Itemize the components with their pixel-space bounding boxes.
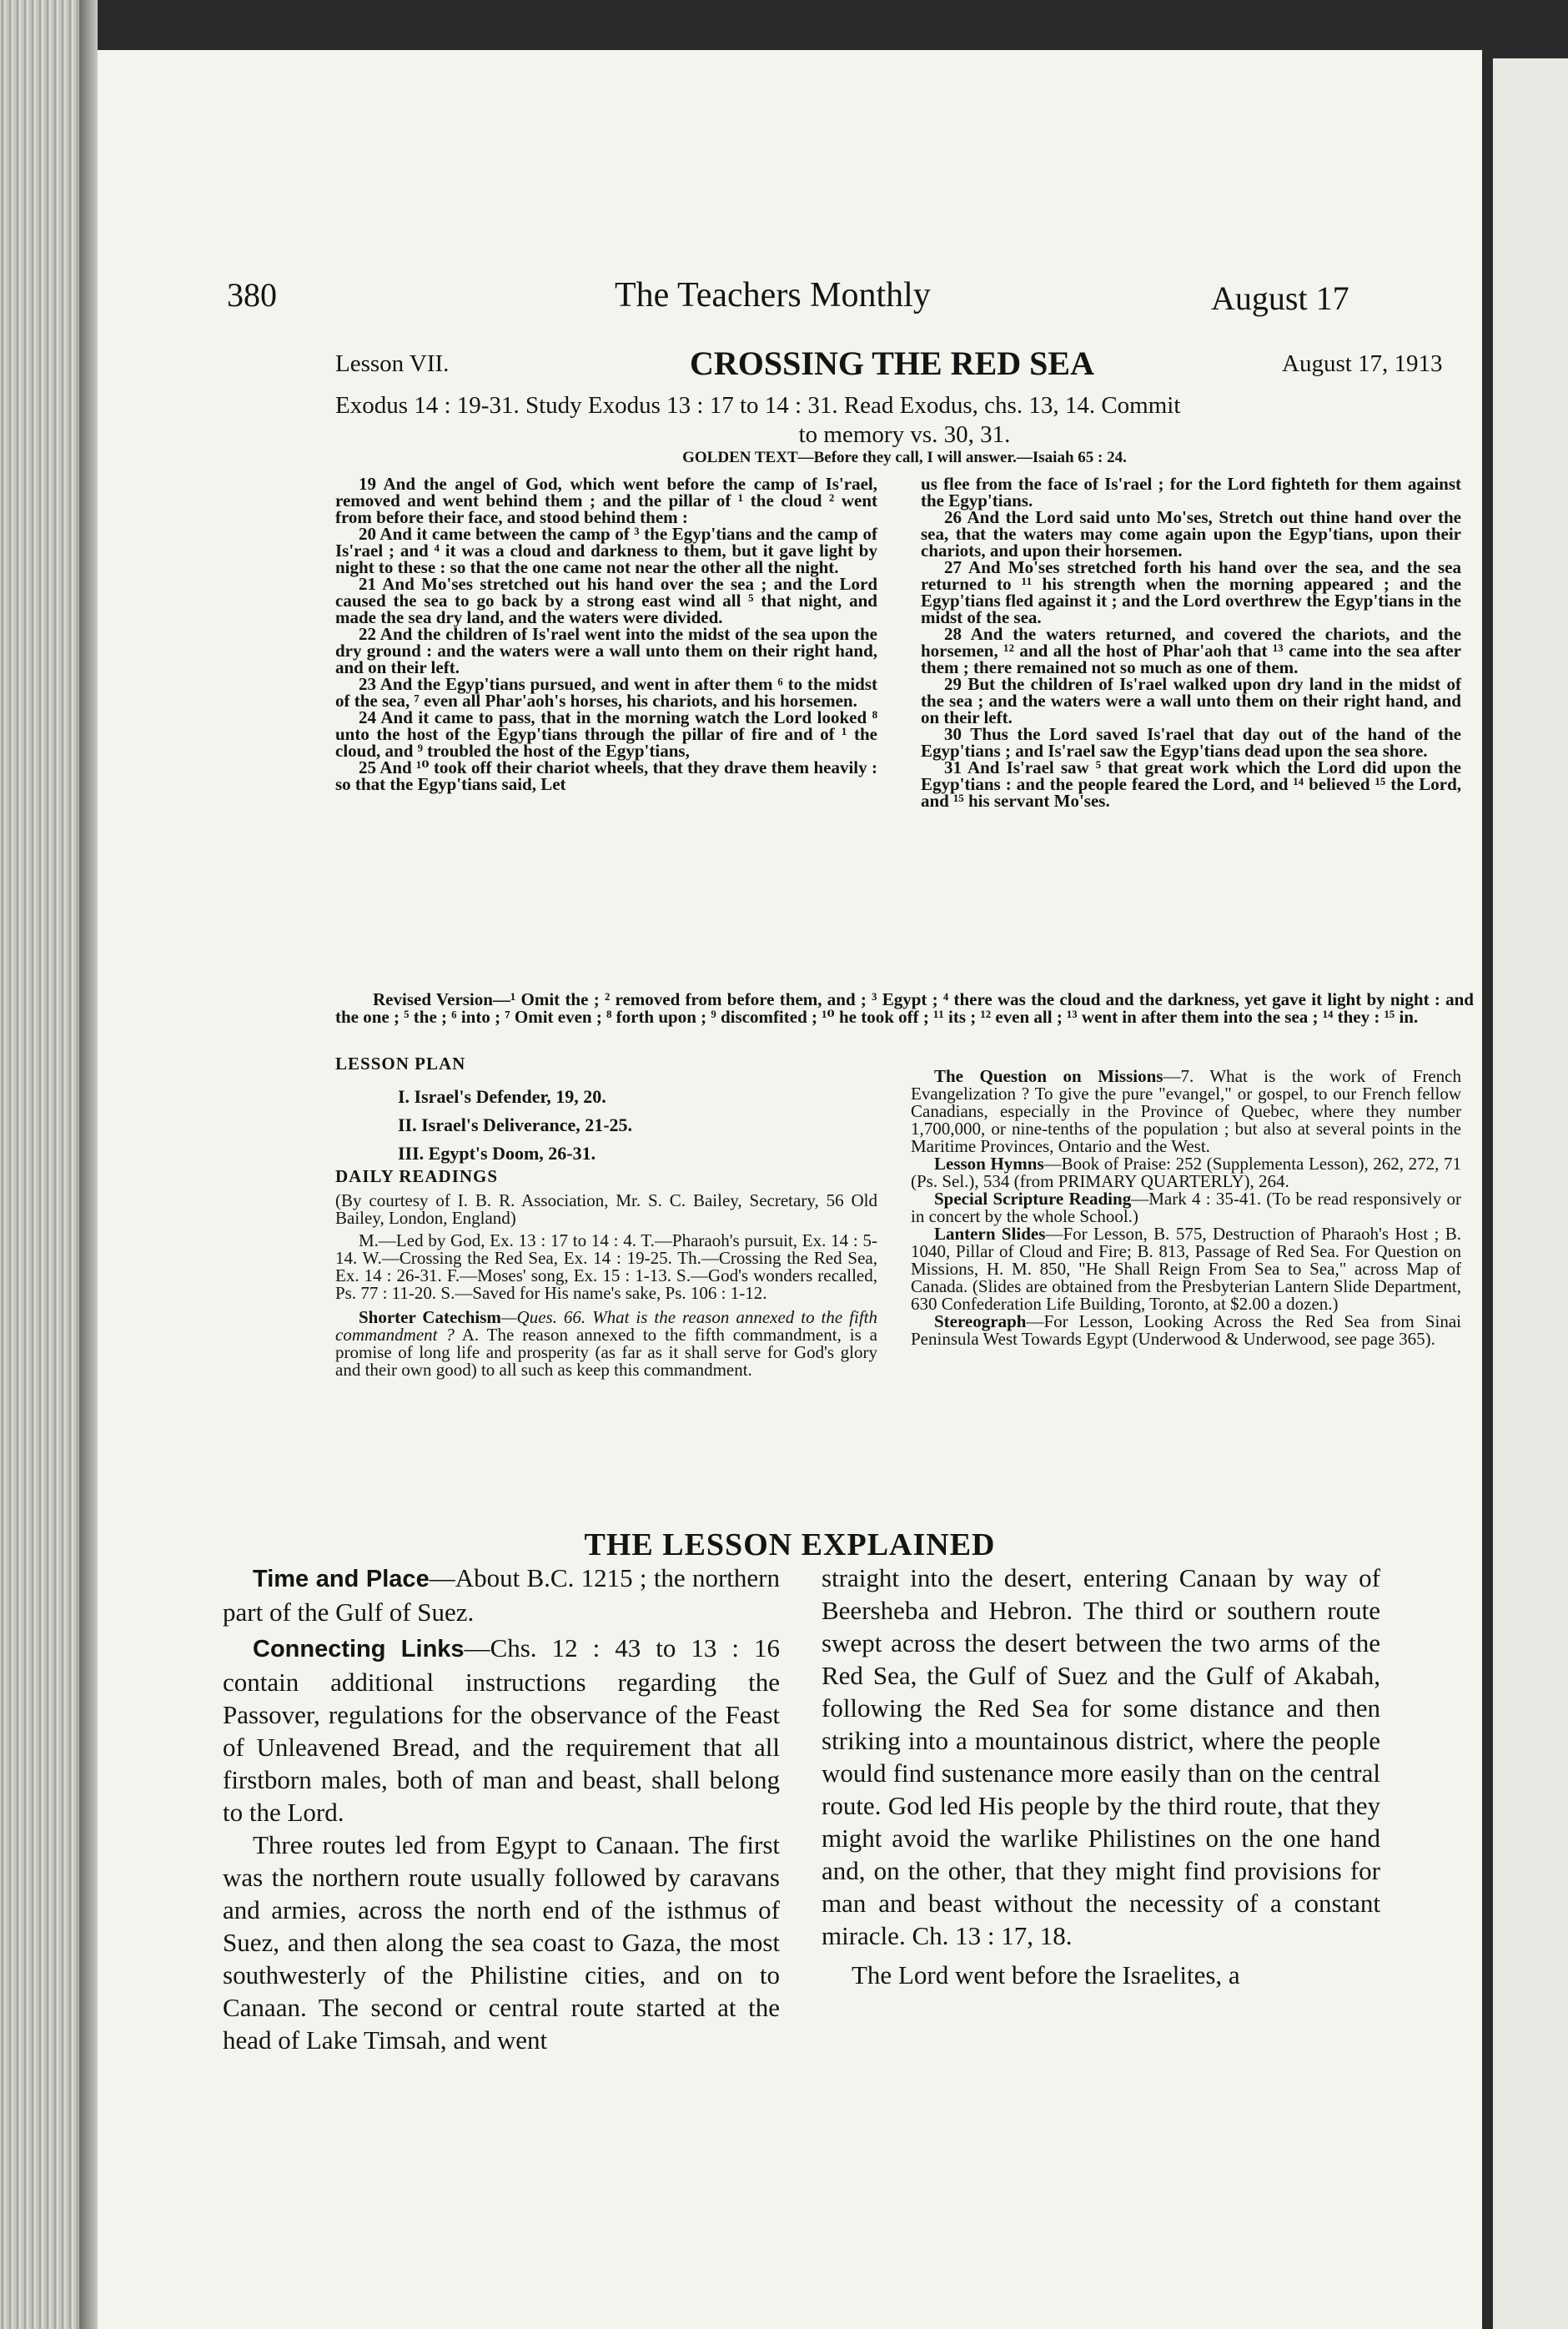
verse: 21 And Mo'ses stretched out his hand over the sea ; and the Lord caused the sea to go back by a strong east wind all ⁵ that night, and made the sea dry land, and the waters were divided. (335, 574, 877, 627)
routes-paragraph: Three routes led from Egypt to Canaan. The first was the northern route usually followed by caravans and armies, across the north end of the isthmus of Suez, and then along the sea coast to Gaza, the most southwesterly of the Philistine cities, and on to Canaan. The second or central route started at the head of Lake Timsah, and went (223, 1830, 780, 2055)
catechism-answer: A. The reason annexed to the fifth commandment, is a promise of long life and prosperity (as far as it shall serve for God's glory and their own good) to all such as keep this commandment. (335, 1325, 877, 1380)
verse: 20 And it came between the camp of ³ the Egyp'tians and the camp of Is'rael ; and ⁴ it was a cloud and darkness to them, but it gave light by night to these : so that the one came not near the other all the night. (335, 524, 877, 577)
book-binding (0, 0, 79, 2329)
memory-verses: to memory vs. 30, 31. (798, 421, 1011, 448)
journal-title: The Teachers Monthly (615, 276, 931, 314)
connecting-links-text: —Chs. 12 : 43 to 13 : 16 contain additional instructions regarding the Passover, regulations for the observance of the Feast of Unleavened Bread, and the requirement that all firstborn males, both of man and beast, shall belong to the Lord. (223, 1633, 780, 1827)
daily-readings-courtesy: (By courtesy of I. B. R. Association, Mr. S. C. Bailey, Secretary, 56 Old Bailey, London, England) (335, 1190, 877, 1228)
verse: 22 And the children of Is'rael went into the midst of the sea upon the dry ground : and the waters were a wall unto them on their right hand, and on their left. (335, 624, 877, 677)
lesson-date: August 17, 1913 (1282, 350, 1443, 377)
stereograph-text: —For Lesson, Looking Across the Red Sea from Sinai Peninsula West Towards Egypt (Underwood & Underwood, see page 365). (911, 1311, 1461, 1349)
shorter-catechism (335, 1309, 877, 1379)
connecting-links (223, 1632, 780, 1828)
routes-paragraph-continued: straight into the desert, entering Canaan by way of Beersheba and Hebron. The third or southern route swept across the desert between the two arms of the Red Sea, the Gulf of Suez and the Gulf of Akabah, following the Red Sea for some distance and then striking into a mountainous district, where the people would find sustenance more easily than on the central route. God led His people by the third route, that they might avoid the warlike Philistines on the one hand and, on the other, that they might find provisions for man and beast without the necessity of a constant miracle. Ch. 13 : 17, 18. (822, 1563, 1380, 1950)
special-reading-label: Special Scripture Reading (934, 1189, 1132, 1209)
lantern-slides-label: Lantern Slides (934, 1224, 1046, 1244)
connecting-links-label: Connecting Links (253, 1636, 465, 1662)
lesson-plan-heading: LESSON PLAN (335, 1054, 466, 1074)
time-and-place-label: Time and Place (253, 1566, 430, 1592)
verse: 27 And Mo'ses stretched forth his hand over the sea, and the sea returned to ¹¹ his strength when the morning appeared ; and the Egyp'tians fled against it ; and the Lord overthrew the Egyp'tians in the midst of the sea. (921, 557, 1461, 627)
lantern-slides (911, 1225, 1461, 1313)
hymns-label: Lesson Hymns (934, 1154, 1044, 1174)
adjacent-page-edge (1493, 58, 1568, 2329)
lantern-slides-text: —For Lesson, B. 575, Destruction of Pharaoh's Host ; B. 1040, Pillar of Cloud and Fire; B. 813, Passage of Red Sea. For Question on Missions, H. M. 850, "He Shall Reign From Sea to Sea," across Map of Canada. (Slides are obtained from the Presbyterian Lantern Slide Department, 630 Confederation Life Building, Toronto, at $2.00 a dozen.) (911, 1224, 1461, 1314)
golden-text: GOLDEN TEXT—Before they call, I will answer.—Isaiah 65 : 24. (682, 449, 1127, 466)
lesson-plan-item: II. Israel's Deliverance, 21-25. (398, 1114, 633, 1135)
explained-left-column (223, 1562, 780, 2056)
verse: 26 And the Lord said unto Mo'ses, Stretch out thine hand over the sea, that the waters may come again upon the Egyp'tians, upon their chariots, and upon their horsemen. (921, 507, 1461, 561)
time-and-place-text: —About B.C. 1215 ; the northern part of the Gulf of Suez. (223, 1563, 780, 1627)
lord-went-before-paragraph: The Lord went before the Israelites, a (852, 1960, 1240, 1989)
special-reading-text: —Mark 4 : 35-41. (To be read responsively or in concert by the whole School.) (911, 1189, 1462, 1226)
special-reading (911, 1190, 1461, 1225)
missions-text: —7. What is the work of French Evangelization ? To give the pure "evangel," or gospel, to our French fellow Canadians, especially in the Province of Quebec, where they number 1,700,000, or nine-tenths of the population ; but also at several points in the Maritime Provinces, Ontario and the West. (911, 1066, 1461, 1156)
lesson-plan-list (398, 1083, 877, 1168)
lesson-plan-item: III. Egypt's Doom, 26-31. (398, 1143, 596, 1164)
missions-question (911, 1068, 1461, 1155)
revised-version-label: Revised Version— (373, 989, 510, 1009)
daily-readings-heading: DAILY READINGS (335, 1166, 499, 1186)
verse: 31 And Is'rael saw ⁵ that great work which the Lord did upon the Egyp'tians : and the people feared the Lord, and ¹⁴ believed ¹⁵ the Lord, and ¹⁵ his servant Mo'ses. (921, 757, 1461, 811)
running-head (98, 225, 1482, 325)
verse: 29 But the children of Is'rael walked upon dry land in the midst of the sea ; and the waters were a wall unto them on their right hand, and on their left. (921, 674, 1461, 727)
hymns-text: —Book of Praise: 252 (Supplementa Lesson), 262, 272, 71 (Ps. Sel.), 534 (from PRIMARY QUARTERLY), 264. (911, 1154, 1462, 1191)
section-title: THE LESSON EXPLAINED (584, 1527, 996, 1562)
verse: us flee from the face of Is'rael ; for the Lord fighteth for them against the Egyp'tians. (921, 474, 1461, 511)
lesson-number: Lesson VII. (335, 350, 450, 377)
issue-date: August 17 (1211, 279, 1349, 317)
verse: 25 And ¹⁰ took off their chariot wheels, that they drave them heavily : so that the Egyp'tians said, Let (335, 757, 877, 794)
lesson-aids-right (911, 1068, 1461, 1348)
lesson-hymns (911, 1155, 1461, 1190)
scripture-left-column (335, 475, 877, 792)
explained-right-column (822, 1562, 1380, 1991)
study-reference: Exodus 14 : 19-31. Study Exodus 13 : 17 to 14 : 31. Read Exodus, chs. 13, 14. Commit (335, 392, 1181, 419)
lesson-aids-left (335, 1055, 877, 1379)
time-and-place (223, 1562, 780, 1628)
scripture-right-column (921, 475, 1461, 809)
lesson-title: CROSSING THE RED SEA (690, 345, 1094, 382)
page-number: 380 (227, 276, 277, 314)
lesson-header (335, 344, 1474, 460)
missions-label: The Question on Missions (934, 1066, 1163, 1086)
lesson-plan-item: I. Israel's Defender, 19, 20. (398, 1086, 606, 1107)
stereograph (911, 1313, 1461, 1348)
verse: 30 Thus the Lord saved Is'rael that day out of the hand of the Egyp'tians ; and Is'rael saw the Egyp'tians dead upon the sea shore. (921, 724, 1461, 761)
verse: 28 And the waters returned, and covered the chariots, and the horsemen, ¹² and all the host of Phar'aoh that ¹³ came into the sea after them ; there remained not so much as one of them. (921, 624, 1461, 677)
verse: 24 And it came to pass, that in the morning watch the Lord looked ⁸ unto the host of the Egyp'tians through the pillar of fire and of ¹ the cloud, and ⁹ troubled the host of the Egyp'tians, (335, 707, 877, 761)
catechism-label: Shorter Catechism (359, 1307, 501, 1327)
verse: 19 And the angel of God, which went before the camp of Is'rael, removed and went behind them ; and the pillar of ¹ the cloud ² went from before their face, and stood behind them : (335, 474, 877, 527)
binding-shadow (79, 0, 98, 2329)
catechism-question: —Ques. 66. What is the reason annexed to the fifth commandment ? (335, 1307, 877, 1345)
stereograph-label: Stereograph (934, 1311, 1027, 1331)
verse: 23 And the Egyp'tians pursued, and went in after them ⁶ to the midst of the sea, ⁷ even all Phar'aoh's horses, his chariots, and his horsemen. (335, 674, 877, 711)
revised-version-text: ¹ Omit the ; ² removed from before them, and ; ³ Egypt ; ⁴ there was the cloud and the darkness, yet gave it light by night : and the one ; ⁵ the ; ⁶ into ; ⁷ Omit even ; ⁸ forth upon ; ⁹ discomfited ; ¹⁰ he took off ; ¹¹ its ; ¹² even all ; ¹³ went in after them into the sea ; ¹⁴ they : ¹⁵ in. (335, 989, 1474, 1027)
daily-readings-text: M.—Led by God, Ex. 13 : 17 to 14 : 4. T.—Pharaoh's pursuit, Ex. 14 : 5-14. W.—Crossing the Red Sea, Ex. 14 : 19-25. Th.—Crossing the Red Sea, Ex. 14 : 26-31. F.—Moses' song, Ex. 15 : 1-13. S.—God's wonders recalled, Ps. 77 : 11-20. S.—Saved for His name's sake, Ps. 106 : 1-12. (335, 1230, 877, 1303)
revised-version-notes (335, 991, 1474, 1026)
book-page (98, 50, 1482, 2329)
